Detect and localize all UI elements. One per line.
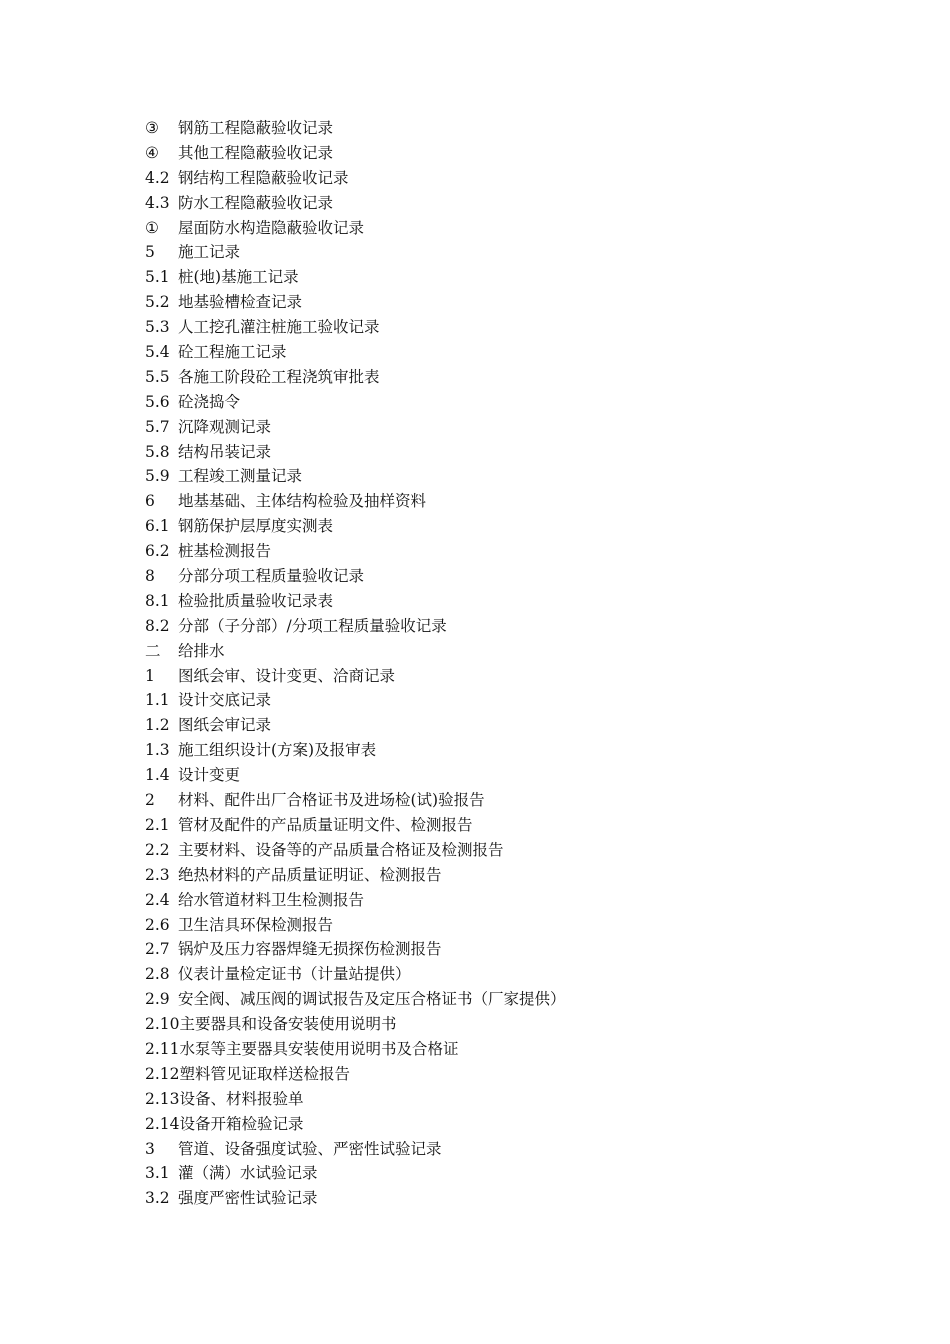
item-title: 主要材料、设备等的产品质量合格证及检测报告 [178, 840, 504, 859]
item-number: 2.2 [145, 840, 170, 859]
list-item [145, 141, 566, 166]
item-title: 设备、材料报验单 [179, 1089, 304, 1108]
item-number: ① [145, 218, 159, 237]
item-number: 5.9 [145, 467, 170, 486]
item-number: 1.2 [145, 716, 170, 735]
item-number: 3.2 [145, 1189, 170, 1208]
item-number: 1 [145, 666, 155, 685]
item-title: 安全阀、减压阀的调试报告及定压合格证书（厂家提供） [178, 990, 566, 1009]
item-title: 工程竣工测量记录 [178, 467, 303, 486]
item-number: 2.13 [145, 1089, 180, 1108]
item-number: 2.8 [145, 965, 170, 984]
item-number: 1.1 [145, 691, 170, 710]
list-item [145, 713, 566, 738]
item-title: 结构吊装记录 [178, 442, 272, 461]
item-title: 仪表计量检定证书（计量站提供） [178, 965, 411, 984]
item-number: 8 [145, 567, 155, 586]
item-number: 2.11 [145, 1039, 180, 1058]
list-item [145, 440, 566, 465]
list-item [145, 1186, 566, 1211]
item-number: 5.3 [145, 318, 170, 337]
item-number: 二 [145, 641, 161, 660]
list-item [145, 390, 566, 415]
item-title: 强度严密性试验记录 [178, 1189, 318, 1208]
item-title: 给排水 [178, 641, 225, 660]
list-item [145, 265, 566, 290]
item-number: ④ [145, 143, 159, 162]
item-number: 8.2 [145, 616, 170, 635]
item-title: 桩基检测报告 [178, 542, 272, 561]
list-item [145, 539, 566, 564]
list-item [145, 937, 566, 962]
item-title: 屋面防水构造隐蔽验收记录 [178, 218, 365, 237]
list-item [145, 788, 566, 813]
item-title: 地基验槽检查记录 [178, 293, 303, 312]
list-item [145, 738, 566, 763]
item-title: 沉降观测记录 [178, 417, 272, 436]
item-number: 5.6 [145, 392, 170, 411]
list-item [145, 589, 566, 614]
list-item [145, 1112, 566, 1137]
item-number: 2.1 [145, 815, 170, 834]
item-number: 2.12 [145, 1064, 180, 1083]
item-title: 检验批质量验收记录表 [178, 591, 334, 610]
item-title: 主要器具和设备安装使用说明书 [179, 1015, 397, 1034]
list-item [145, 564, 566, 589]
list-item [145, 614, 566, 639]
item-number: 6.1 [145, 517, 170, 536]
list-item [145, 464, 566, 489]
item-number: 2.7 [145, 940, 170, 959]
item-title: 灌（满）水试验记录 [178, 1164, 318, 1183]
item-title: 图纸会审记录 [178, 716, 272, 735]
list-item [145, 1087, 566, 1112]
list-item [145, 1012, 566, 1037]
item-title: 图纸会审、设计变更、洽商记录 [178, 666, 396, 685]
item-title: 钢筋工程隐蔽验收记录 [178, 119, 334, 137]
item-number: 3.1 [145, 1164, 170, 1183]
item-title: 防水工程隐蔽验收记录 [178, 193, 334, 212]
item-title: 施工记录 [178, 243, 241, 262]
item-number: 2.10 [145, 1015, 180, 1034]
item-title: 绝热材料的产品质量证明证、检测报告 [178, 865, 442, 884]
item-number: 5.2 [145, 293, 170, 312]
list-item [145, 1062, 566, 1087]
item-number: 1.4 [145, 766, 170, 785]
list-item [145, 1161, 566, 1186]
item-number: 5.4 [145, 343, 170, 362]
item-title: 材料、配件出厂合格证书及进场检(试)验报告 [178, 791, 485, 810]
item-title: 分部（子分部）/分项工程质量验收记录 [178, 616, 447, 635]
item-title: 地基基础、主体结构检验及抽样资料 [178, 492, 427, 511]
item-number: 5.1 [145, 268, 170, 287]
list-item [145, 962, 566, 987]
item-number: 2.14 [145, 1114, 180, 1133]
list-item [145, 489, 566, 514]
item-title: 砼浇捣令 [178, 392, 241, 411]
item-number: 2.6 [145, 915, 170, 934]
item-number: 6.2 [145, 542, 170, 561]
item-title: 各施工阶段砼工程浇筑审批表 [178, 367, 380, 386]
item-title: 设计变更 [178, 766, 241, 785]
list-item [145, 340, 566, 365]
list-item [145, 838, 566, 863]
item-title: 管材及配件的产品质量证明文件、检测报告 [178, 815, 473, 834]
list-item [145, 166, 566, 191]
item-number: 2.3 [145, 865, 170, 884]
list-item [145, 1137, 566, 1162]
item-title: 施工组织设计(方案)及报审表 [178, 741, 377, 760]
item-title: 钢结构工程隐蔽验收记录 [178, 168, 349, 187]
item-number: 4.2 [145, 168, 170, 187]
item-title: 塑料管见证取样送检报告 [179, 1064, 351, 1083]
item-title: 桩(地)基施工记录 [178, 268, 299, 287]
item-number: 2.4 [145, 890, 170, 909]
list-item [145, 888, 566, 913]
item-number: 5.5 [145, 367, 170, 386]
list-item [145, 639, 566, 664]
document-item-list [145, 116, 566, 1211]
list-item [145, 290, 566, 315]
item-title: 设备开箱检验记录 [179, 1114, 304, 1133]
item-title: 人工挖孔灌注桩施工验收记录 [178, 318, 380, 337]
list-item [145, 688, 566, 713]
item-number: 5 [145, 243, 155, 262]
list-item [145, 664, 566, 689]
item-number: 8.1 [145, 591, 170, 610]
item-title: 钢筋保护层厚度实测表 [178, 517, 334, 536]
item-title: 其他工程隐蔽验收记录 [178, 143, 334, 162]
list-item [145, 191, 566, 216]
item-title: 给水管道材料卫生检测报告 [178, 890, 365, 909]
item-title: 分部分项工程质量验收记录 [178, 567, 365, 586]
list-item [145, 514, 566, 539]
item-title: 管道、设备强度试验、严密性试验记录 [178, 1139, 442, 1158]
item-number: 6 [145, 492, 155, 511]
list-item [145, 216, 566, 241]
item-number: 3 [145, 1139, 155, 1158]
item-title: 锅炉及压力容器焊缝无损探伤检测报告 [178, 940, 442, 959]
item-number: 1.3 [145, 741, 170, 760]
item-title: 砼工程施工记录 [178, 343, 287, 362]
item-number: 2.9 [145, 990, 170, 1009]
list-item [145, 813, 566, 838]
item-title: 水泵等主要器具安装使用说明书及合格证 [179, 1039, 459, 1058]
list-item [145, 365, 566, 390]
list-item [145, 863, 566, 888]
item-number: ③ [145, 119, 159, 137]
list-item [145, 415, 566, 440]
item-title: 设计交底记录 [178, 691, 272, 710]
list-item [145, 116, 566, 141]
list-item [145, 987, 566, 1012]
list-item [145, 763, 566, 788]
list-item [145, 1037, 566, 1062]
item-number: 4.3 [145, 193, 170, 212]
item-title: 卫生洁具环保检测报告 [178, 915, 334, 934]
item-number: 2 [145, 791, 155, 810]
list-item [145, 240, 566, 265]
item-number: 5.7 [145, 417, 170, 436]
list-item [145, 913, 566, 938]
list-item [145, 315, 566, 340]
item-number: 5.8 [145, 442, 170, 461]
